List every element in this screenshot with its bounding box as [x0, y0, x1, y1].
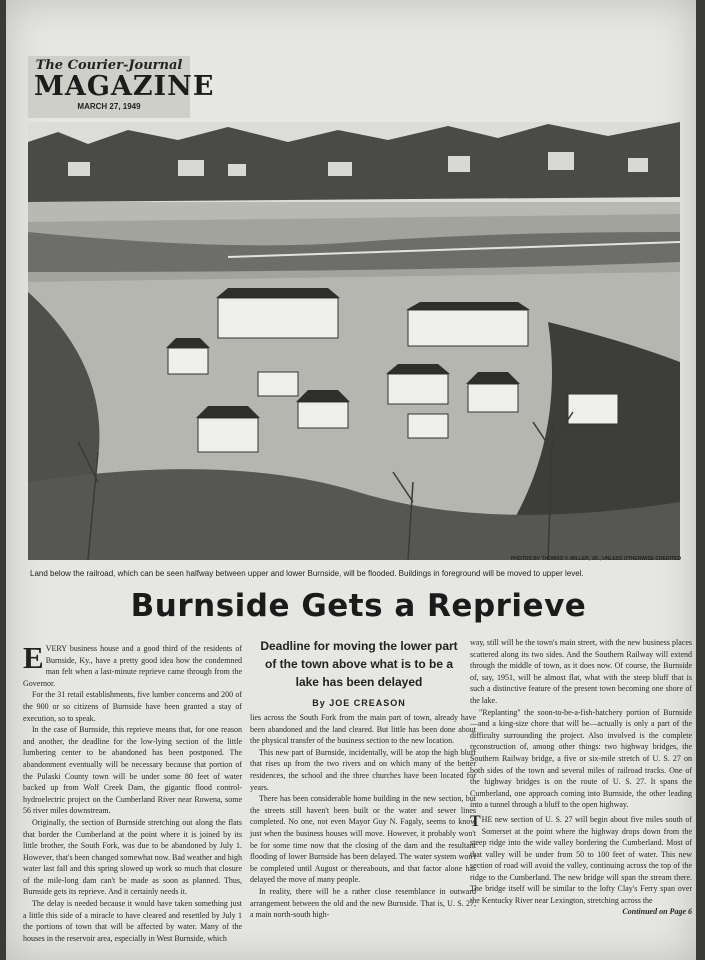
paragraph: For the 31 retail establishments, five lumber concerns and 200 of the 900 or so citizens of Burnside have been granted a stay of execution, so to speak.	[23, 690, 242, 723]
paragraph: VERY business house and a good third of the residents of Burnside, Ky., have a pretty good idea how the condemned man felt when a last-minute reprieve came through from the Governor.	[23, 644, 242, 688]
photo-credit: PHOTOS BY THOMAS V. MILLER, JR., UNLESS OTHERWISE CREDITED	[510, 556, 681, 562]
paragraph: Originally, the section of Burnside stretching out along the flats that border the Cumberland at the point where it is joined by its little brother, the South Fork, was due to be abandoned by July 1. However, that's been changed somewhat now. Bad weather and high water last fall and this spring slowed up work so much that closure of the mile-long dam can't be made as soon as planned. Thus, Burnside gets its reprieve. And it certainly needs it.	[23, 817, 242, 897]
paragraph: "Replanting" the soon-to-be-a-fish-hatchery portion of Burnside—and a king-size chore that will be—actually is only a part of the difficulty surrounding the project. Also involved is the complete reconstruction of, among other things: two highway bridges, the Southern Railway bridge, a five or six-mile stretch of U. S. 27 on both sides of the town and several miles of railroad tracks. One of the highway bridges is on the route of U. S. 27. It spans the Cumberland, one approach coming into Burnside, the other leading into a tunnel through a bluff to the open highway.	[470, 707, 692, 810]
paragraph-text: HE new section of U. S. 27 will begin about five miles south of Somerset at the point where the highway drops down from the steep ridge into the wide valley bordering the Cumberland. Most of that valley will be under from 50 to 100 feet of water. This new section of road will avoid the valley, continuing across the top of the ridge to the Cumberland. The new bridge will span the stream there. The bridge itself will be similar to the lofty Clay's Ferry span over the Kentucky River near Lexington, stretching across the	[470, 814, 692, 906]
article-headline: Burnside Gets a Reprieve	[130, 588, 587, 624]
article-column-3	[470, 637, 692, 916]
paragraph: This new part of Burnside, incidentally, will be atop the high bluff that rises up from the two rivers and on which many of the better residences, the school and the three churches have been located for years.	[250, 747, 476, 792]
masthead-date: MARCH 27, 1949	[77, 102, 141, 111]
masthead-section: MAGAZINE	[34, 71, 215, 102]
paragraph: In reality, there will be a rather close resemblance in outward arrangement between the old and the new Burnside. That is, U. S. 27, a main north-south high-	[250, 886, 476, 920]
paragraph	[470, 814, 692, 907]
paragraph: In the case of Burnside, this reprieve means that, for one reason and another, the deadline for the low-lying section of the little lumbering center to be abandoned has been postponed. The abandonment eventually will be necessary because that portion of the Pulaski County town will be under some 80 feet of water backed up from Wolf Creek Dam, the gigantic flood control-hydroelectric project on the Cumberland River near Rowena, some 56 river miles downstream.	[23, 725, 242, 816]
article-deck: Deadline for moving the lower part of the town above what is to be a lake has been delayed	[260, 639, 458, 689]
initial-letter: T	[470, 812, 481, 830]
continued-note: Continued on Page 6	[622, 906, 692, 916]
masthead	[28, 56, 215, 118]
town-photograph	[28, 122, 680, 560]
article-column-1	[23, 640, 242, 944]
paragraph: There has been considerable home building in the new section, but the streets still haven't been built or the water and sewer lines completed. No one, not even Mayor Guy N. Fagaly, seems to know just when the business houses will move. However, it probably won't be for some time now that the closing of the dam and the resultant flooding of lower Burnside has been delayed. The water system won't be completed until August or thereabouts, and that factor alone has delayed the move of many people.	[250, 794, 476, 885]
photo-caption: Land below the railroad, which can be seen halfway between upper and lower Burnside, will be flooded. Buildings in foreground will be moved to upper level.	[30, 569, 584, 578]
magazine-page	[6, 0, 696, 960]
paragraph: way, still will be the town's main street, with the new business places scattered along its two sides. And the Southern Railway will extend through the middle of town, as it does now. Of course, the Burnside of, say, 1951, will be almost flat, what with the steep bluff that is such a distinctive feature of the present town becoming one shore of the lake.	[470, 638, 692, 705]
drop-cap: E	[23, 640, 44, 675]
town-photograph-image	[28, 122, 680, 560]
article-byline: By JOE CREASON	[312, 698, 406, 708]
paragraph: The delay is needed because it would have taken something just a little this side of a miracle to have cleared and resettled by July 1 the portions of town that will be affected by water. Many of the houses in the reservoir area, especially in West Burnside, which	[23, 899, 242, 943]
masthead-paper-name: The Courier-Journal	[35, 58, 183, 73]
paragraph: lies across the South Fork from the main part of town, already have been abandoned and the land cleared. But little has been done about the physical transfer of the business section to the new location.	[250, 713, 476, 746]
article-column-2	[250, 712, 476, 921]
